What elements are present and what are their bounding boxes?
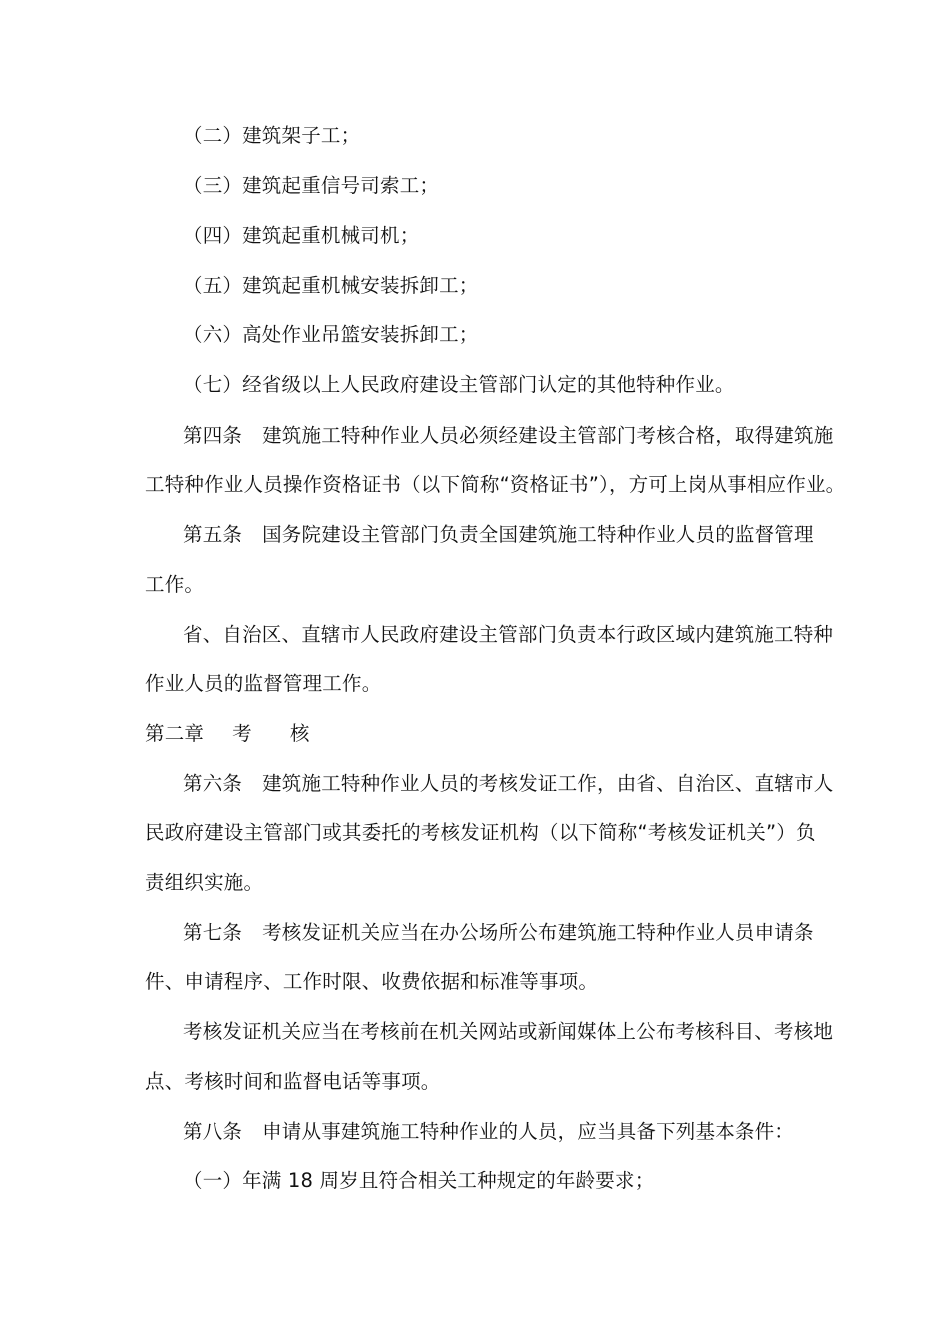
- article-text: 申请从事建筑施工特种作业的人员，应当具备下列基本条件：: [262, 1120, 795, 1143]
- chapter-title-char: 考: [232, 722, 252, 745]
- chapter-heading: [145, 722, 310, 746]
- list-item: （三）建筑起重信号司索工；: [183, 174, 440, 197]
- list-item: （六）高处作业吊篮安装拆卸工；: [183, 323, 479, 346]
- article-7-line-2: 件、申请程序、工作时限、收费依据和标准等事项。: [145, 970, 599, 993]
- article-4-line-1: [183, 424, 833, 448]
- article-7-line-1: [183, 921, 814, 945]
- article-label: 第五条: [183, 523, 243, 546]
- article-4-line-2: 工特种作业人员操作资格证书（以下简称“资格证书”），方可上岗从事相应作业。: [145, 473, 846, 496]
- article-5-line-1: [183, 523, 814, 547]
- article-6-line-2: 民政府建设主管部门或其委托的考核发证机构（以下简称“考核发证机关”）负: [145, 821, 816, 844]
- chapter-label: 第二章: [145, 722, 205, 745]
- article-5-paragraph-2-line-1: 省、自治区、直辖市人民政府建设主管部门负责本行政区域内建筑施工特种: [183, 623, 834, 646]
- article-label: 第六条: [183, 772, 243, 795]
- article-text: 建筑施工特种作业人员的考核发证工作，由省、自治区、直辖市人: [262, 772, 834, 795]
- article-label: 第八条: [183, 1120, 243, 1143]
- article-5-line-2: 工作。: [145, 573, 205, 596]
- list-item: （二）建筑架子工；: [183, 124, 361, 147]
- article-7-paragraph-2-line-2: 点、考核时间和监督电话等事项。: [145, 1070, 441, 1093]
- article-label: 第四条: [183, 424, 243, 447]
- article-6-line-1: [183, 772, 833, 796]
- article-text: 考核发证机关应当在办公场所公布建筑施工特种作业人员申请条: [262, 921, 814, 944]
- article-8-line-1: [183, 1120, 794, 1144]
- list-item: （七）经省级以上人民政府建设主管部门认定的其他特种作业。: [183, 373, 735, 396]
- article-text: 建筑施工特种作业人员必须经建设主管部门考核合格，取得建筑施: [262, 424, 834, 447]
- article-text: 国务院建设主管部门负责全国建筑施工特种作业人员的监督管理: [262, 523, 814, 546]
- list-item: （一）年满 18 周岁且符合相关工种规定的年龄要求；: [183, 1169, 655, 1192]
- article-5-paragraph-2-line-2: 作业人员的监督管理工作。: [145, 672, 382, 695]
- article-6-line-3: 责组织实施。: [145, 871, 264, 894]
- article-7-paragraph-2-line-1: 考核发证机关应当在考核前在机关网站或新闻媒体上公布考核科目、考核地: [183, 1020, 834, 1043]
- chapter-title-char: 核: [289, 722, 310, 745]
- article-label: 第七条: [183, 921, 243, 944]
- list-item: （五）建筑起重机械安装拆卸工；: [183, 274, 479, 297]
- list-item: （四）建筑起重机械司机；: [183, 224, 420, 247]
